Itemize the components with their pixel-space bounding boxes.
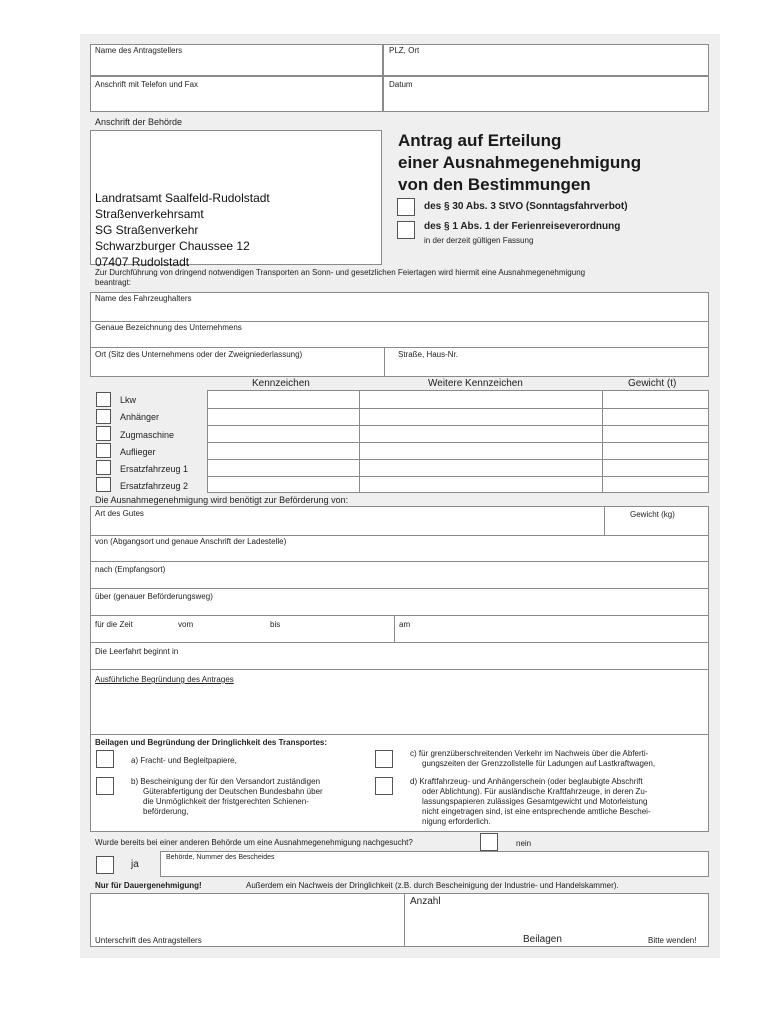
company-label: Genaue Bezeichnung des Unternehmens <box>95 323 242 332</box>
goods-weight-label: Gewicht (kg) <box>630 510 675 519</box>
semitrailer-label: Auflieger <box>120 447 156 457</box>
applicant-address-label: Anschrift mit Telefon und Fax <box>95 80 199 89</box>
goods-type-label: Art des Gutes <box>95 509 144 518</box>
attachment-d-checkbox[interactable] <box>375 777 393 795</box>
vehicle-holder-label: Name des Fahrzeughalters <box>95 294 192 303</box>
authority-address-label: Anschrift der Behörde <box>95 117 183 127</box>
tractor-label: Zugmaschine <box>120 430 175 440</box>
trailer-checkbox[interactable] <box>96 409 111 424</box>
attachment-b-checkbox[interactable] <box>96 777 114 795</box>
period-to-label: bis <box>270 620 281 629</box>
attachment-a-checkbox[interactable] <box>96 750 114 768</box>
attachment-c-checkbox[interactable] <box>375 750 393 768</box>
holiday-ordinance-label: des § 1 Abs. 1 der Ferienreiseverordnung <box>424 221 621 232</box>
permanent-permit-note: Nur für Dauergenehmigung! <box>95 881 202 890</box>
attachment-d-label: d) Kraftfahrzeug- und Anhängerschein (oder beglaubigte Abschrift oder Ablichtung). Für ausländische Kraftfahrzeuge, in deren Zu- lassungspapieren zulässiges Gesamtgewicht und Motorleistung nicht eingetragen sind, ist eine entsprechende amtliche Beschei- nigung erforderlich. <box>410 777 651 826</box>
lkw-checkbox[interactable] <box>96 392 111 407</box>
attachment-c-label: c) für grenzüberschreitenden Verkehr im Nachweis über die Abferti- gungszeiten der Grenzzollstelle für Ladungen auf Lastkraftwagen, <box>410 749 656 768</box>
holiday-ordinance-checkbox[interactable] <box>397 221 415 239</box>
turn-page-note: Bitte wenden! <box>648 936 697 945</box>
table-row-line <box>207 408 709 409</box>
applicant-name-label: Name des Antragstellers <box>95 46 183 55</box>
previous-no-checkbox[interactable] <box>480 833 498 851</box>
destination-field[interactable] <box>90 561 709 589</box>
empty-run-field[interactable] <box>90 642 709 670</box>
previous-question: Wurde bereits bei einer anderen Behörde um eine Ausnahmegenehmigung nachgesucht? <box>95 838 413 847</box>
intro-line-2: beantragt: <box>95 278 132 287</box>
sunday-ban-label: des § 30 Abs. 3 StVO (Sonntagsfahrverbot) <box>424 201 628 212</box>
on-date-label: am <box>399 620 411 629</box>
plate-header: Kennzeichen <box>252 378 310 389</box>
replacement-1-checkbox[interactable] <box>96 460 111 475</box>
goods-type-field[interactable] <box>90 506 605 536</box>
company-street-label: Straße, Haus-Nr. <box>398 350 459 359</box>
date-label: Datum <box>389 80 413 89</box>
semitrailer-checkbox[interactable] <box>96 443 111 458</box>
plz-field[interactable] <box>383 44 709 76</box>
previous-yes-label: ja <box>131 859 139 870</box>
trailer-label: Anhänger <box>120 412 160 422</box>
form-title: Antrag auf Erteilung einer Ausnahmegenehmigung von den Bestimmungen <box>398 131 642 194</box>
table-row-line <box>207 442 709 443</box>
origin-label: von (Abgangsort und genaue Anschrift der Ladestelle) <box>95 537 287 546</box>
previous-authority-label: Behörde, Nummer des Bescheides <box>166 854 275 861</box>
table-row-line <box>207 459 709 460</box>
reason-label: Ausführliche Begründung des Antrages <box>95 675 234 684</box>
transport-heading: Die Ausnahmegenehmigung wird benötigt zur Beförderung von: <box>95 495 349 505</box>
date-field[interactable] <box>383 76 709 112</box>
lkw-label: Lkw <box>120 395 137 405</box>
destination-label: nach (Empfangsort) <box>95 565 166 574</box>
attachment-count-label: Anzahl <box>410 896 441 907</box>
on-date-field[interactable] <box>394 615 709 643</box>
attachment-b-label: b) Bescheinigung der für den Versandort zuständigen Güterabfertigung der Deutschen Bundesbahn über die Unmöglichkeit der fristgerechten Schienen- beförderung, <box>131 777 323 816</box>
weight-header: Gewicht (t) <box>628 378 677 389</box>
replacement-1-label: Ersatzfahrzeug 1 <box>120 464 189 474</box>
period-from-label: vom <box>178 620 194 629</box>
table-row-line <box>207 476 709 477</box>
period-label: für die Zeit <box>95 620 133 629</box>
route-label: über (genauer Beförderungsweg) <box>95 592 213 601</box>
previous-yes-checkbox[interactable] <box>96 856 114 874</box>
plz-label: PLZ, Ort <box>389 46 420 55</box>
attachments-heading: Beilagen und Begründung der Dringlichkeit des Transportes: <box>95 738 328 747</box>
table-row-line <box>207 425 709 426</box>
more-plates-header: Weitere Kennzeichen <box>428 378 523 389</box>
attachments-label: Beilagen <box>523 934 562 945</box>
signature-label: Unterschrift des Antragstellers <box>95 936 202 945</box>
empty-run-label: Die Leerfahrt beginnt in <box>95 647 179 656</box>
previous-no-label: nein <box>516 839 532 848</box>
attachment-a-label: a) Fracht- und Begleitpapiere, <box>131 756 237 765</box>
replacement-2-checkbox[interactable] <box>96 477 111 492</box>
intro-line-1: Zur Durchführung von dringend notwendigen Transporten an Sonn- und gesetzlichen Feiertagen wird hiermit eine Ausnahmegenehmigung <box>95 268 586 277</box>
company-location-label: Ort (Sitz des Unternehmens oder der Zweigniederlassung) <box>95 350 303 359</box>
permanent-permit-text: Außerdem ein Nachweis der Dringlichkeit (z.B. durch Bescheinigung der Industrie- und Handelskammer). <box>246 881 619 890</box>
tractor-checkbox[interactable] <box>96 426 111 441</box>
authority-address: Landratsamt Saalfeld-Rudolstadt Straßenverkehrsamt SG Straßenverkehr Schwarzburger Chaussee 12 07407 Rudolstadt <box>95 191 270 269</box>
replacement-2-label: Ersatzfahrzeug 2 <box>120 481 189 491</box>
sunday-ban-checkbox[interactable] <box>397 198 415 216</box>
period-field[interactable] <box>90 615 395 643</box>
holiday-ordinance-sub: in der derzeit gültigen Fassung <box>424 236 534 245</box>
